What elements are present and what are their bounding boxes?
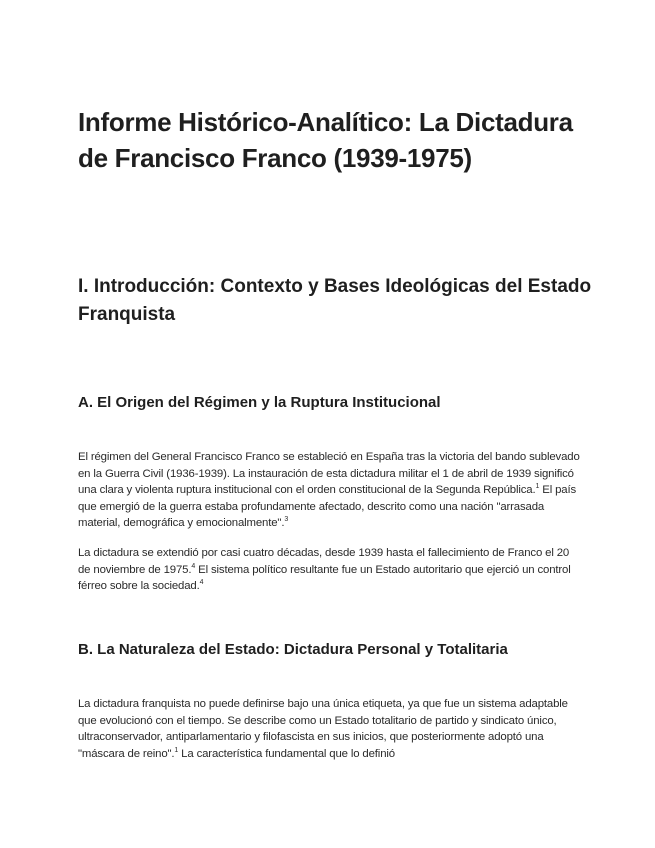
paragraph-naturaleza-1 [78, 696, 580, 762]
footnote-ref[interactable]: 3 [284, 516, 289, 524]
paragraph-text: El régimen del General Francisco Franco se estableció en España tras la victoria del bando sublevado en la Guerra Civil (1936-1939). La instauración de esta dictadura militar el 1 de abril de 1939 significó una clara y violenta ruptura institucional con el orden constitucional de la Segunda República. [78, 451, 580, 497]
subsection-heading-origen: A. El Origen del Régimen y la Ruptura Institucional [78, 394, 441, 411]
paragraph-origen-2 [78, 545, 580, 595]
subsection-heading-naturaleza: B. La Naturaleza del Estado: Dictadura Personal y Totalitaria [78, 641, 508, 658]
paragraph-text: La dictadura franquista no puede definirse bajo una única etiqueta, ya que fue un sistema adaptable que evolucionó con el tiempo. Se describe como un Estado totalitario de partido y sindicato único, ultraconservador, antiparlamentario y filofascista en sus inicios, que posteriormente adoptó una "máscara de reino". [78, 698, 568, 760]
paragraph-text: El país que emergió de la guerra estaba profundamente afectado, descrito como una nación "arrasada material, demográfica y emocionalmente". [78, 484, 577, 530]
footnote-ref[interactable]: 4 [191, 562, 196, 570]
document-title: Informe Histórico-Analítico: La Dictadura de Francisco Franco (1939-1975) [78, 107, 573, 173]
footnote-ref[interactable]: 1 [535, 483, 540, 491]
footnote-ref[interactable]: 1 [174, 746, 179, 754]
paragraph-origen-1 [78, 449, 580, 532]
paragraph-text: El sistema político resultante fue un Estado autoritario que ejerció un control férreo sobre la sociedad. [78, 563, 571, 593]
paragraph-text: La dictadura se extendió por casi cuatro décadas, desde 1939 hasta el fallecimiento de Franco el 20 de noviembre de 1975. [78, 547, 570, 576]
paragraph-text: La característica fundamental que lo definió [178, 747, 395, 760]
section-heading-introduccion: I. Introducción: Contexto y Bases Ideológicas del Estado Franquista [78, 276, 592, 325]
footnote-ref[interactable]: 4 [199, 579, 204, 587]
